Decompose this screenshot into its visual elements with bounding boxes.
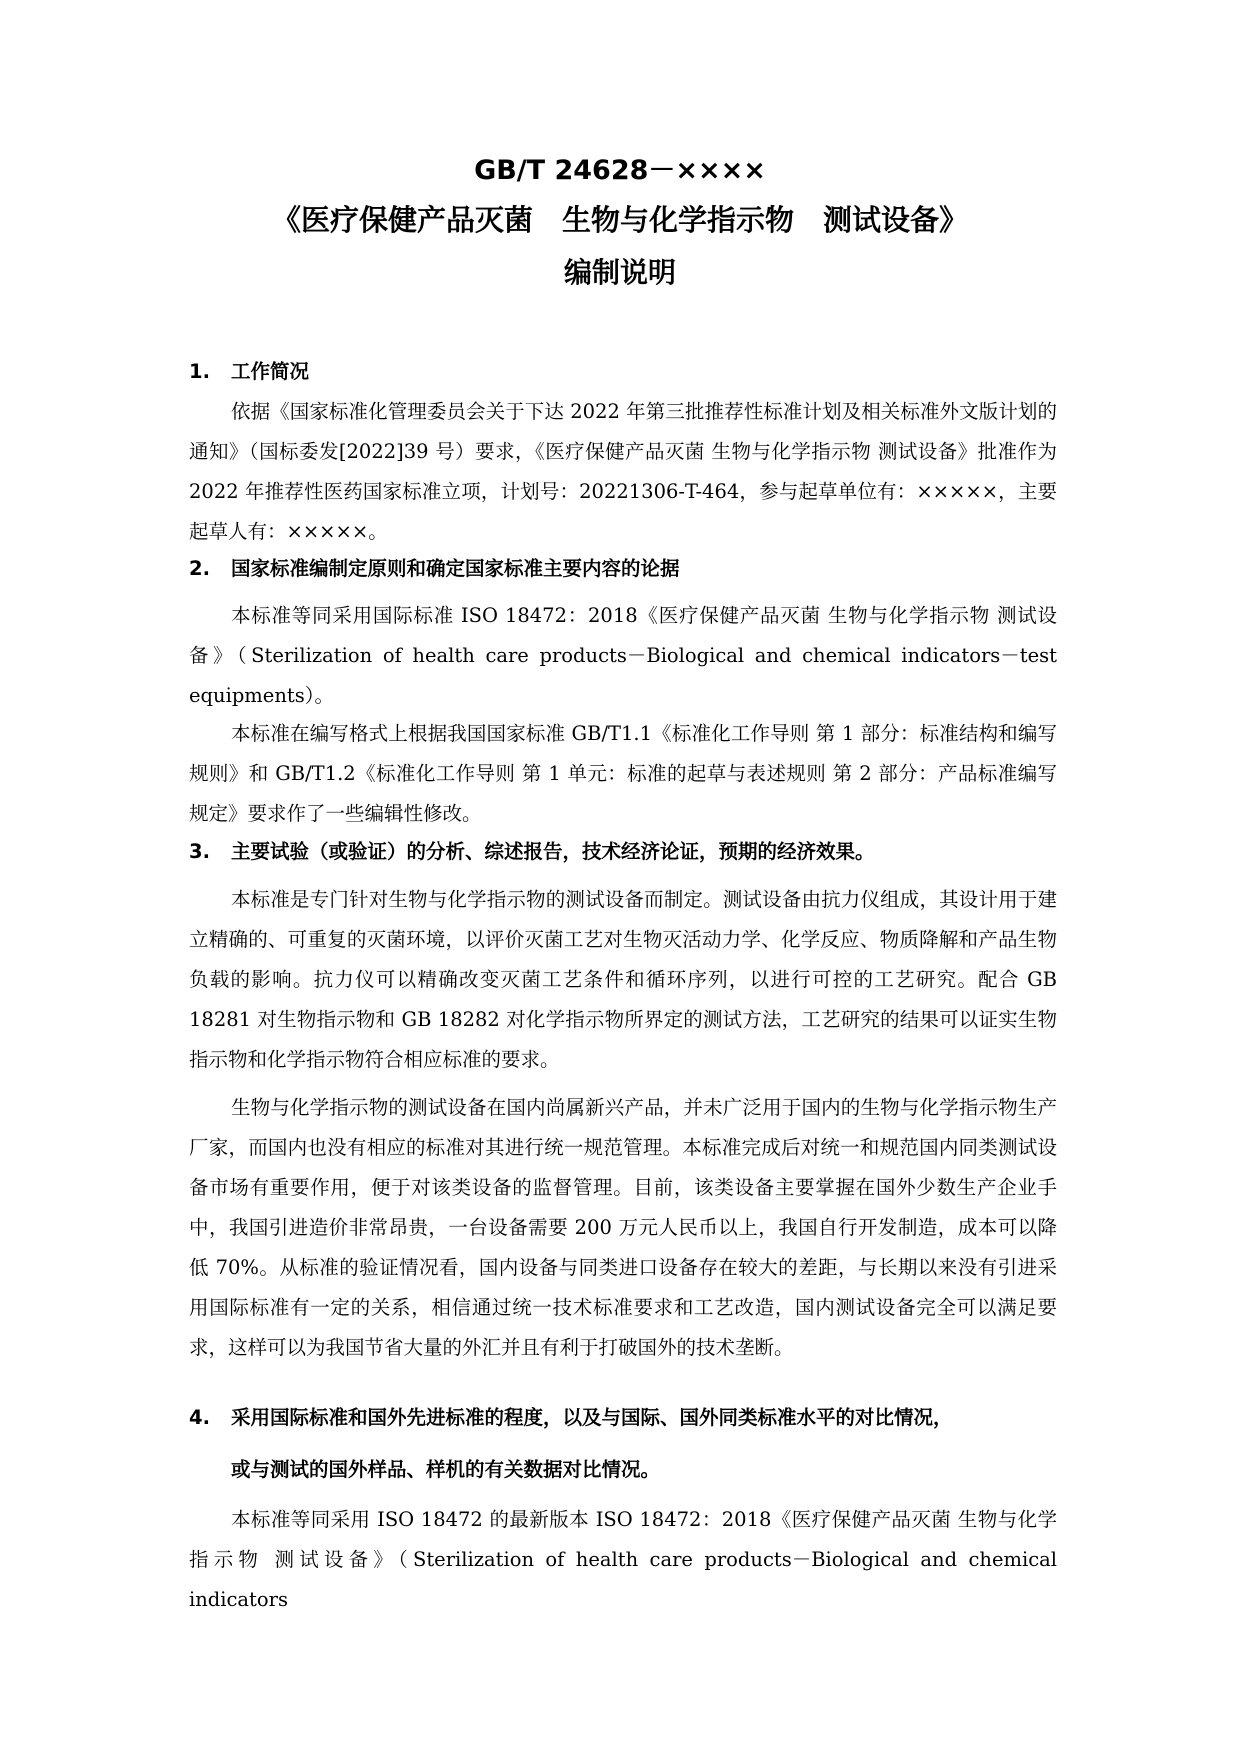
section-title: 工作简况: [231, 360, 310, 383]
section-2-paragraph-2: 本标准在编写格式上根据我国国家标准 GB/T1.1《标准化工作导则 第 1 部分：标准结构和编写规则》和 GB/T1.2《标准化工作导则 第 1 单元：标准的起草与表述规则 第 2 部分：产品标准编写规定》要求作了一些编辑性修改。: [189, 722, 1057, 825]
document-subtitle: 编制说明: [563, 256, 676, 289]
section-title: 主要试验（或验证）的分析、综述报告，技术经济论证，预期的经济效果。: [231, 840, 875, 863]
section-2-heading: [189, 549, 1069, 589]
section-number: 3.: [189, 840, 210, 863]
section-title: 采用国际标准和国外先进标准的程度，以及与国际、国外同类标准水平的对比情况，: [231, 1406, 953, 1429]
section-1-paragraph-1: 依据《国家标准化管理委员会关于下达 2022 年第三批推荐性标准计划及相关标准外文版计划的通知》（国标委发[2022]39 号）要求，《医疗保健产品灭菌 生物与化学指示物 测试设备》批准作为 2022 年推荐性医药国家标准立项，计划号：20221306-T-464，参与起草单位有：×××××，主要起草人有：×××××。: [189, 400, 1057, 543]
section-number: 1.: [189, 360, 210, 383]
section-title: 国家标准编制定原则和确定国家标准主要内容的论据: [231, 557, 680, 580]
section-4-heading-continued: 或与测试的国外样品、样机的有关数据对比情况。: [231, 1458, 661, 1481]
section-4-heading: [189, 1398, 1069, 1438]
section-2-paragraph-1: 本标准等同采用国际标准 ISO 18472：2018《医疗保健产品灭菌 生物与化学指示物 测试设备》（Sterilization of health care products－Biological and chemical indicators－test equipments）。: [189, 604, 1057, 707]
section-3-paragraph-2: 生物与化学指示物的测试设备在国内尚属新兴产品，并未广泛用于国内的生物与化学指示物生产厂家，而国内也没有相应的标准对其进行统一规范管理。本标准完成后对统一和规范国内同类测试设备市场有重要作用，便于对该类设备的监督管理。目前，该类设备主要掌握在国外少数生产企业手中，我国引进造价非常昂贵，一台设备需要 200 万元人民币以上，我国自行开发制造，成本可以降低 70%。从标准的验证情况看，国内设备与同类进口设备存在较大的差距，与长期以来没有引进采用国际标准有一定的关系，相信通过统一技术标准要求和工艺改造，国内测试设备完全可以满足要求，这样可以为我国节省大量的外汇并且有利于打破国外的技术垄断。: [189, 1096, 1057, 1359]
section-1-heading: [189, 352, 1069, 392]
section-number: 2.: [189, 557, 210, 580]
standard-code: GB/T 24628－××××: [474, 155, 766, 186]
section-3-paragraph-1: 本标准是专门针对生物与化学指示物的测试设备而制定。测试设备由抗力仪组成，其设计用于建立精确的、可重复的灭菌环境，以评价灭菌工艺对生物灭活动力学、化学反应、物质降解和产品生物负载的影响。抗力仪可以精确改变灭菌工艺条件和循环序列，以进行可控的工艺研究。配合 GB 18281 对生物指示物和 GB 18282 对化学指示物所界定的测试方法，工艺研究的结果可以证实生物指示物和化学指示物符合相应标准的要求。: [189, 888, 1057, 1071]
section-3-heading: [189, 832, 1069, 872]
document-title: 《医疗保健产品灭菌 生物与化学指示物 测试设备》: [271, 203, 968, 237]
section-number: 4.: [189, 1406, 210, 1429]
section-4-paragraph-1: 本标准等同采用 ISO 18472 的最新版本 ISO 18472：2018《医疗保健产品灭菌 生物与化学指示物 测试设备》（Sterilization of health care products－Biological and chemical indicators: [189, 1508, 1057, 1611]
